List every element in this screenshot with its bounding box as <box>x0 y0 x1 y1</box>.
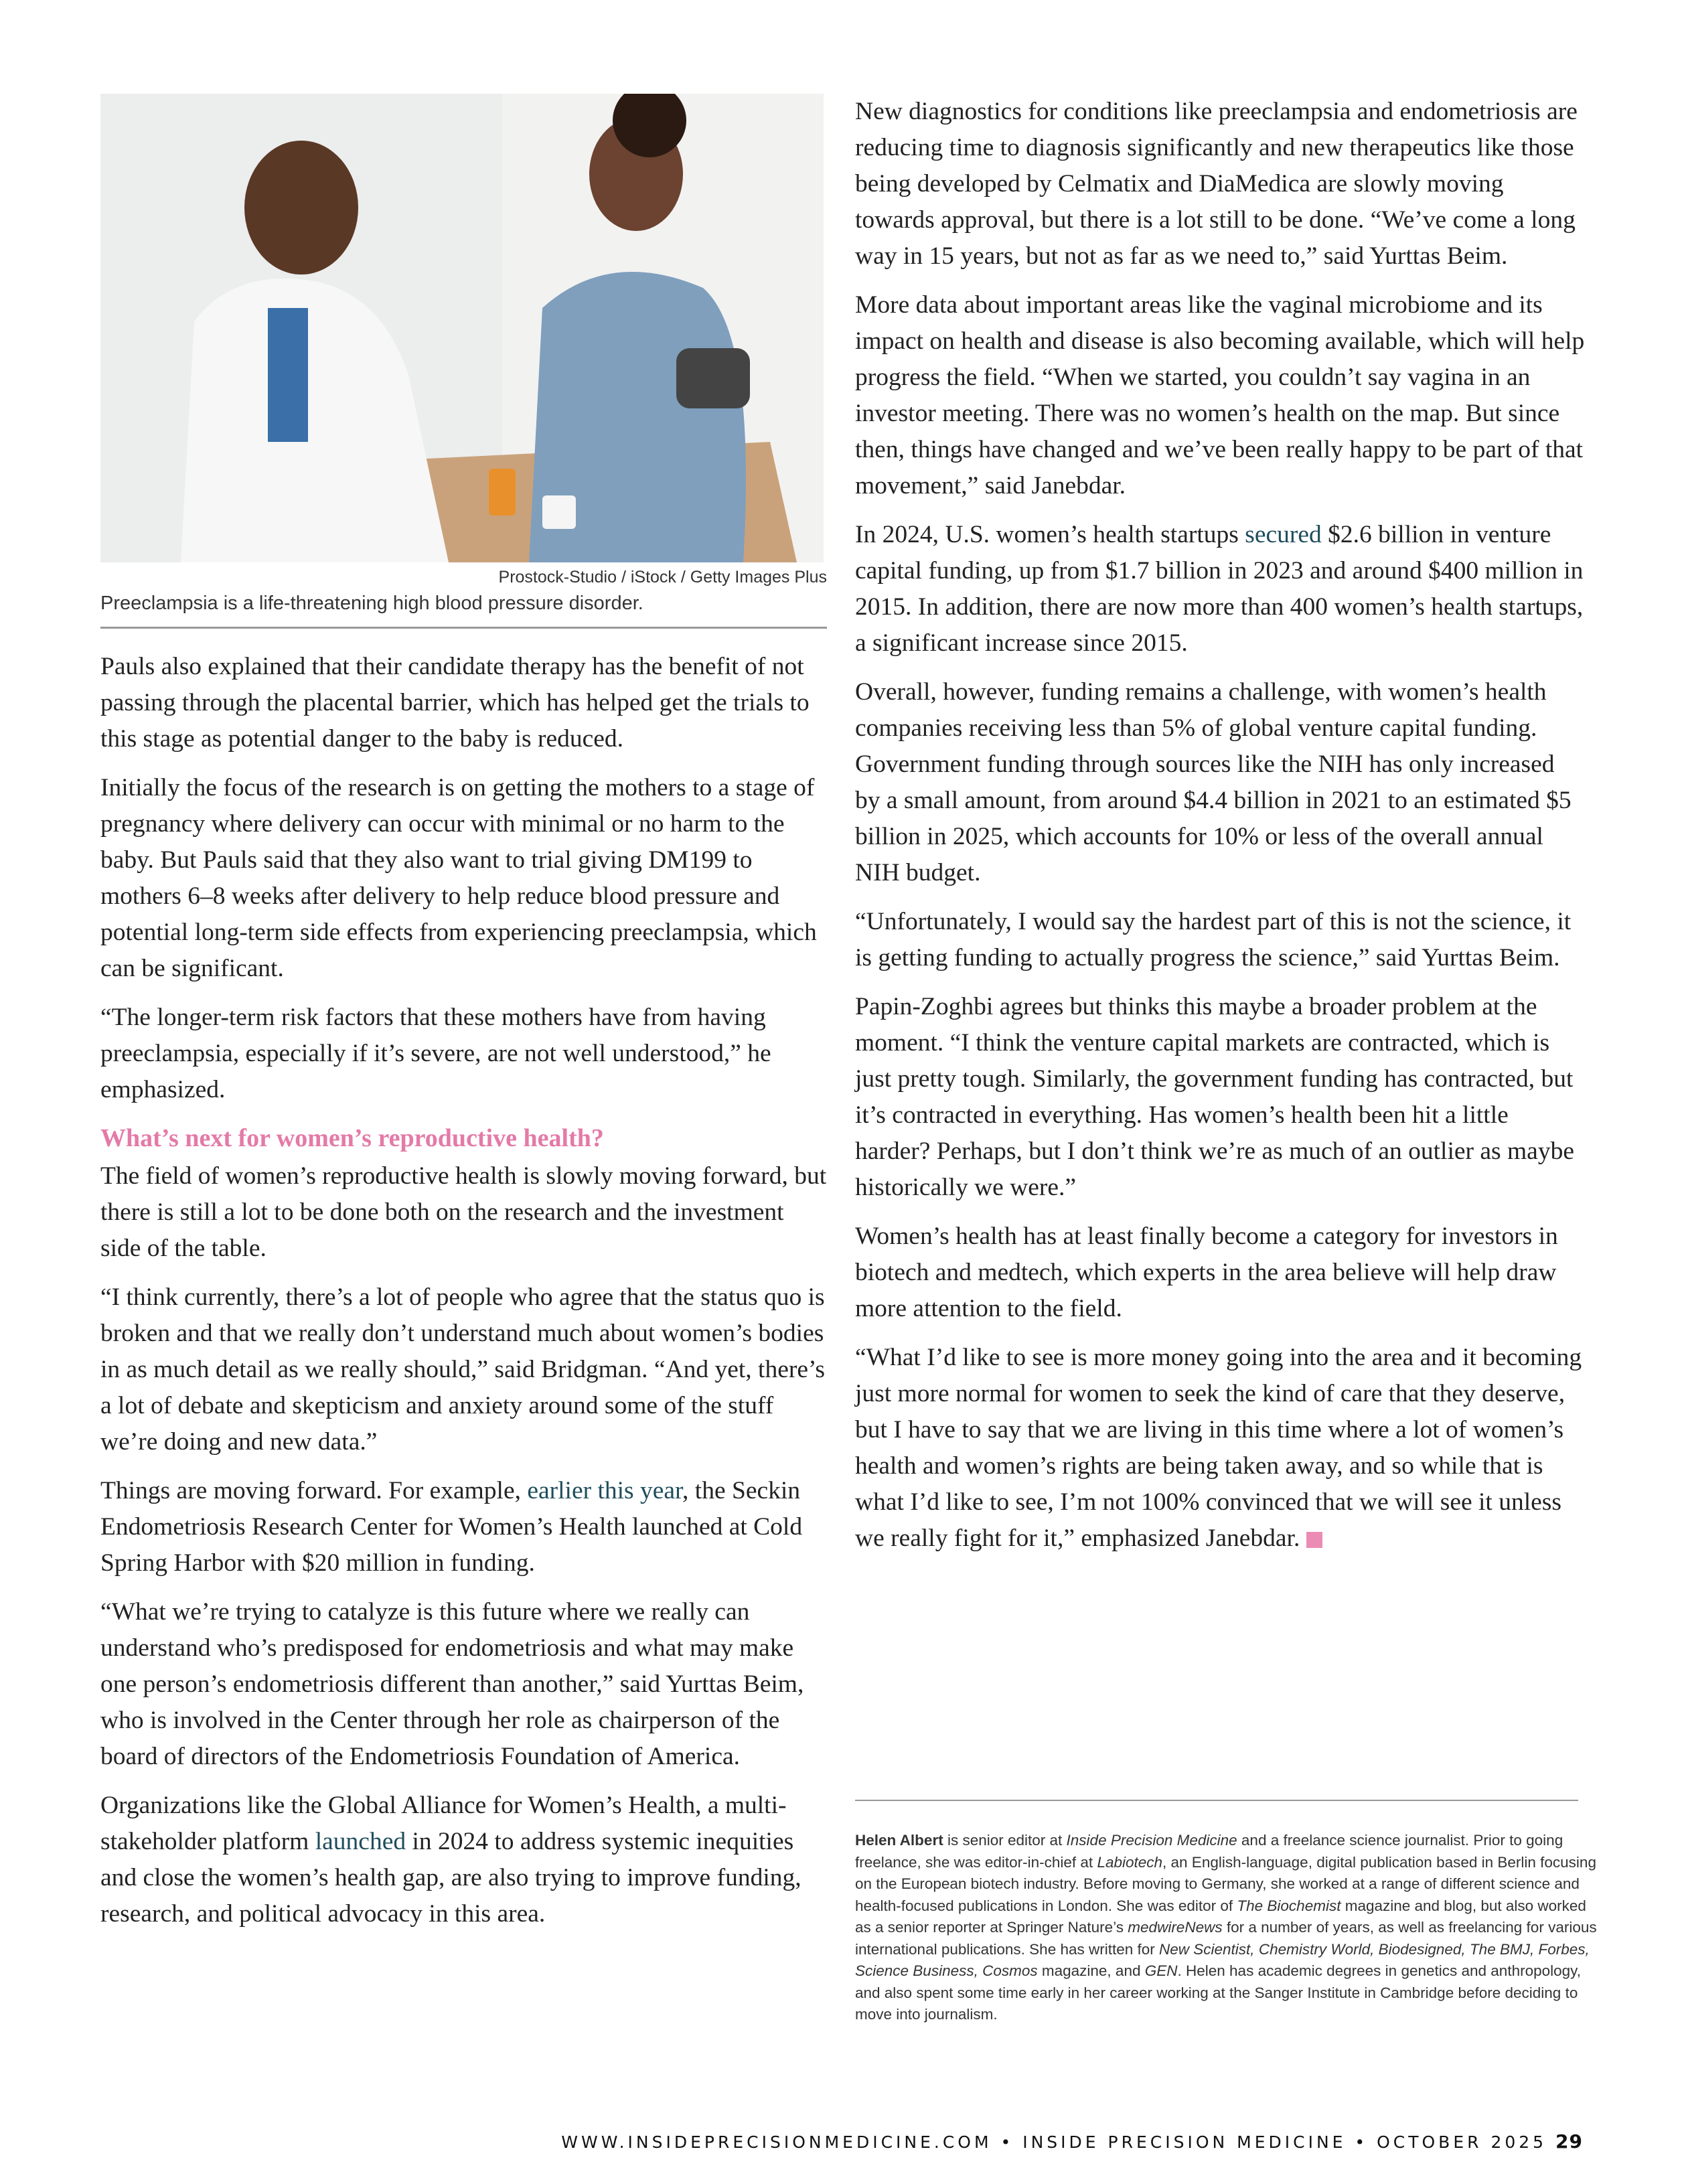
author-name: Helen Albert <box>855 1832 943 1849</box>
divider <box>100 627 827 629</box>
text: Things are moving forward. For example, <box>100 1477 528 1504</box>
paragraph <box>855 1340 1585 1557</box>
author-bio: Helen Albert is senior editor at Inside Precision Medicine and a freelance science journalist. Prior to going freelance, she was editor-in-chief at Labiotech, an English-language, digital publication based in Berlin focusing on the European biotech industry. Before moving to Germany, she worked at a range of different science and health-focused publications in London. She was editor of The Biochemist magazine and blog, but also worked as a senior reporter at Springer Nature’s medwireNews for a number of years, as well as freelancing for various international publications. She has written for New Scientist, Chemistry World, Biodesigned, The BMJ, Forbes, Science Business, Cosmos magazine, and GEN. Helen has academic degrees in genetics and anthropology, and also spent some time early in her career working at the Sanger Institute in Cambridge before deciding to move into journalism. <box>855 1832 1597 2023</box>
photo-credit: Prostock-Studio / iStock / Getty Images Plus <box>498 568 827 587</box>
launched-link[interactable]: launched <box>315 1828 406 1855</box>
earlier-this-year-link[interactable]: earlier this year <box>527 1477 683 1504</box>
paragraph: More data about important areas like the vaginal microbiome and its impact on health and disease is also becoming available, which will help progress the field. “When we started, you couldn’t say vagina in an investor meeting. There was no women’s health on the map. But since then, things have changed and we’ve been really happy to be part of that movement,” said Janebdar. <box>855 291 1585 499</box>
page-number: 29 <box>1555 2130 1583 2153</box>
paragraph: Pauls also explained that their candidate therapy has the benefit of not passing through the placental barrier, which has helped get the trials to this stage as potential danger to the baby is reduced. <box>100 653 810 753</box>
paragraph <box>855 517 1585 661</box>
doctor-patient-photo <box>100 94 824 562</box>
paragraph <box>100 1473 827 1581</box>
text: in 2024 to address systemic inequities and close the women’s health gap, are also trying to improve funding, research, and political advocacy in this area. <box>100 1828 801 1928</box>
paragraph <box>100 1788 827 1932</box>
article-photo <box>100 94 824 562</box>
text: Organizations like the Global Alliance for Women’s Health, a multi-stakeholder platform <box>100 1792 787 1855</box>
paragraph: “What we’re trying to catalyze is this future where we really can understand who’s predisposed for endometriosis and what may make one person’s endometriosis different than another,” said Yurttas Beim, who is involved in the Center through her role as chairperson of the board of directors of the Endometriosis Foundation of America. <box>100 1598 804 1770</box>
bio-divider <box>855 1800 1578 1801</box>
paragraph: Papin-Zoghbi agrees but thinks this maybe a broader problem at the moment. “I think the venture capital markets are contracted, which is just pretty tough. Similarly, the government funding has contracted, but it’s contracted in everything. Has women’s health been hit a little harder? Perhaps, but I don’t think we’re as much of an outlier as maybe historically we were.” <box>855 993 1574 1201</box>
text: , the Seckin Endometriosis Research Center for Women’s Health launched at Cold Spring Harbor with $20 million in funding. <box>100 1477 803 1577</box>
paragraph: The field of women’s reproductive health is slowly moving forward, but there is still a lot to be done both on the research and the investment side of the table. <box>100 1162 827 1262</box>
right-column <box>855 94 1585 1569</box>
section-heading: What’s next for women’s reproductive health? <box>100 1124 604 1152</box>
secured-link[interactable]: secured <box>1245 521 1322 548</box>
footer-text: WWW.INSIDEPRECISIONMEDICINE.COM • INSIDE PRECISION MEDICINE • OCTOBER 2025 <box>561 2132 1547 2152</box>
paragraph: New diagnostics for conditions like preeclampsia and endometriosis are reducing time to diagnosis significantly and new therapeutics like those being developed by Celmatix and DiaMedica are slowly moving towards approval, but there is a lot still to be done. “We’ve come a long way in 15 years, but not as far as we need to,” said Yurttas Beim. <box>855 98 1578 270</box>
paragraph: Overall, however, funding remains a challenge, with women’s health companies receiving less than 5% of global venture capital funding. Government funding through sources like the NIH has only increased by a small amount, from around $4.4 billion in 2021 to an estimated $5 billion in 2025, which accounts for 10% or less of the overall annual NIH budget. <box>855 678 1572 886</box>
text: $2.6 billion in venture capital funding, up from $1.7 billion in 2023 and around $400 million in 2015. In addition, there are now more than 400 women’s health startups, a significant increase since 2015. <box>855 521 1584 657</box>
paragraph: Initially the focus of the research is on getting the mothers to a stage of pregnancy where delivery can occur with minimal or no harm to the baby. But Pauls said that they also want to trial giving DM199 to mothers 6–8 weeks after delivery to help reduce blood pressure and potential long-term side effects from experiencing preeclampsia, which can be significant. <box>100 774 817 982</box>
paragraph: “The longer-term risk factors that these mothers have from having preeclampsia, especially if it’s severe, are not well understood,” he emphasized. <box>100 1004 771 1103</box>
photo-caption: Preeclampsia is a life-threatening high blood pressure disorder. <box>100 593 643 614</box>
paragraph: “Unfortunately, I would say the hardest part of this is not the science, it is getting funding to actually progress the science,” said Yurttas Beim. <box>855 908 1572 971</box>
page-footer <box>561 2130 1583 2153</box>
end-of-article-mark <box>1306 1532 1322 1548</box>
left-column <box>100 94 827 1945</box>
paragraph: Women’s health has at least finally become a category for investors in biotech and medtech, which experts in the area believe will help draw more attention to the field. <box>855 1223 1558 1322</box>
text: In 2024, U.S. women’s health startups <box>855 521 1245 548</box>
text: “What I’d like to see is more money going into the area and it becoming just more normal for women to seek the kind of care that they deserve, but I have to say that we are living in this time where a lot of women’s health and women’s rights are being taken away, and so while that is what I’d like to see, I’m not 100% convinced that we will see it unless we really fight for it,” emphasized Janebdar. <box>855 1344 1582 1552</box>
paragraph: “I think currently, there’s a lot of people who agree that the status quo is broken and that we really don’t understand much about women’s bodies in as much detail as we really should,” said Bridgman. “And yet, there’s a lot of debate and skepticism and anxiety around some of the stuff we’re doing and new data.” <box>100 1283 826 1456</box>
